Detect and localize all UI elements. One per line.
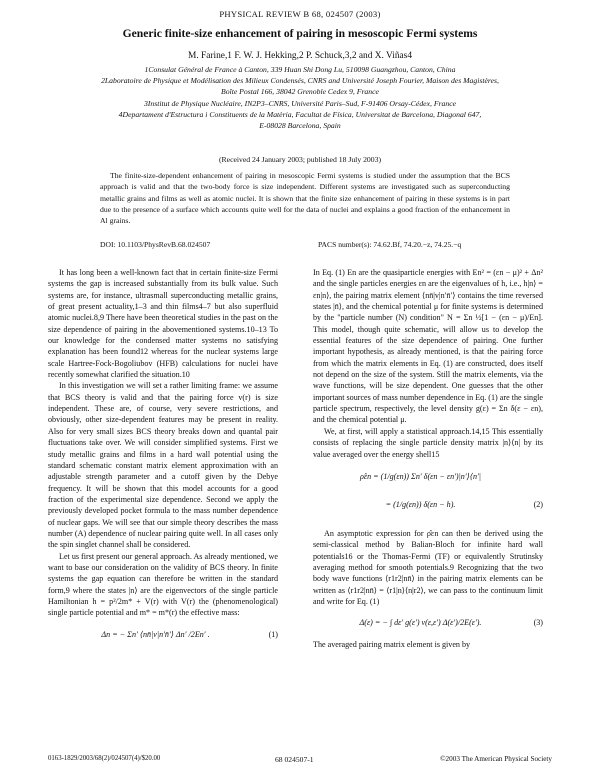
paper-title: Generic finite-size enhancement of pairing in mesoscopic Fermi systems bbox=[122, 27, 478, 40]
equation-body-line2: = (1/g(εn)) δ(εn − h). bbox=[385, 499, 456, 509]
equation-body: ρ̂εn = (1/g(εn)) Σn′ δ(εn − εn′)|n′⟩⟨n′| bbox=[360, 471, 481, 481]
affiliation-line: 4Departament d'Estructura i Constituents de la Matèria, Facultat de Física, Universitat de Barcelona, Diagonal 647, bbox=[118, 109, 482, 119]
affiliation-line: E-08028 Barcelona, Spain bbox=[259, 121, 341, 131]
left-column bbox=[48, 267, 278, 651]
footer-issn: 0163-1829/2003/68(2)/024507(4)/$20.00 bbox=[48, 755, 161, 762]
affiliation-line: 1Consulat Général de France à Canton, 339 Huan Shi Dong Lu, 510098 Guangzhou, Canton, China bbox=[144, 65, 456, 74]
equation-1 bbox=[48, 624, 278, 646]
body-paragraph: It has long been a well-known fact that in certain finite-size Fermi systems the gap is increased substantially from its bulk value. Such systems are, for instance, ultrasmall superconducting metallic grains, of great present actuality,1–3 and thin films4–7 but also superfluid atomic nuclei.8,9 There have been theoretical studies in the past on the size dependence of pairing in the abovementioned systems.10–13 To our knowledge for the condensed matter systems no satisfying explanation has been found12 whereas for the nuclear systems large scale Hartree-Fock-Bogoliubov (HFB) calculations for nuclei have recently somewhat clarified the situation.10 bbox=[48, 268, 278, 380]
footer-copyright: ©2003 The American Physical Society bbox=[440, 755, 552, 763]
body-paragraph: An asymptotic expression for ρ̂εn can then be derived using the semi-classical method by Balian-Bloch for infinite hard wall potentials16 or the Thomas-Fermi (TF) or equivalently Strutinsky averaging method for smooth potentials.9 Recognizing that the two body wave functions ⟨r1r2|nn̄⟩ in the pairing matrix elements can be written as ⟨r1r2|nn̄⟩ = ⟨r1|n⟩⟨n|r2⟩, we can pass to the continuum limit and write for Eq. (1) bbox=[313, 528, 543, 606]
footer-page-number: 68 024507-1 bbox=[275, 755, 314, 764]
affiliations bbox=[50, 64, 550, 131]
right-column bbox=[313, 267, 543, 651]
body-paragraph: The averaged pairing matrix element is given by bbox=[313, 640, 471, 650]
received-dates: (Received 24 January 2003; published 18 July 2003) bbox=[218, 155, 382, 164]
author-list: M. Farine,1 F. W. J. Hekking,2 P. Schuck,3,2 and X. Viñas4 bbox=[187, 51, 413, 61]
equation-body: Δn = − Σn′ ⟨nn̄|v|n′n̄′⟩ Δn′ /2En′ . bbox=[101, 629, 210, 639]
equation-number: (3) bbox=[533, 618, 543, 628]
body-paragraph: In Eq. (1) En are the quasiparticle energies with En² = (εn − μ)² + Δn² and the single particles energies εn are the eigenvalues of h, i.e., h|n⟩ = εn|n⟩, the pairing matrix element ⟨nn̄|v|n′n̄′⟩ contains the time reversed states |n̄⟩, and the chemical potential μ for finite systems is determined by the "particle number (N) condition" N = Σn ½[1 − (εn − μ)/En]. This model, though quite schematic, will allow us to develop the essential features of the size dependence of pairing. One further important hypothesis, as already mentioned, is that the pairing force from which the matrix elements in Eq. (1) are constructed, does itself not depend on the size of the system. Still the matrix elements, via the wave functions, will be size dependent. One guesses that the other important sources of mass number dependence in Eq. (1) are the single particle spectrum, respectively, the level density g(ε) = Σn δ(ε − εn), and the chemical potential μ. bbox=[313, 268, 543, 425]
equation-2 bbox=[313, 465, 543, 523]
equation-3 bbox=[313, 612, 543, 634]
affiliation-line: Boîte Postal 166, 38042 Grenoble Cedex 9, France bbox=[221, 87, 379, 97]
doi-link[interactable]: DOI: 10.1103/PhysRevB.68.024507 bbox=[100, 240, 211, 249]
body-paragraph: Let us first present our general approach. As already mentioned, we want to base our consideration on the validity of BCS theory. In finite systems the gap equation can therefore be written in the standard form,9 where the states |n⟩ are the eigenvectors of the single particle Hamiltonian h = p²/2m* + V(r) with V(r) the (phenomenological) single particle potential and m* = m*(r) the effective mass: bbox=[48, 551, 278, 618]
affiliation-line: 3Institut de Physique Nucléaire, IN2P3–CNRS, Université Paris–Sud, F-91406 Orsay-Cédex, France bbox=[143, 98, 457, 108]
pacs-numbers: PACS number(s): 74.62.Bf, 74.20.−z, 74.25.−q bbox=[318, 240, 462, 249]
abstract: The finite-size-dependent enhancement of pairing in mesoscopic Fermi systems is studied under the assumption that the BCS approach is valid and that the two-body force is size independent. Different systems are investigated such as superconducting metallic grains and films as well as atomic nuclei. It is shown that the finite size enhancement of pairing in these systems is in part due to the presence of a surface which accounts quite well for the data of nuclei and explains a good fraction of the enhancement in Al grains. bbox=[100, 171, 510, 226]
affiliation-line: 2Laboratoire de Physique et Modélisation des Milieux Condensés, CNRS and Université Joseph Fourier, Maison des Magistères, bbox=[101, 76, 499, 86]
body-paragraph: We, at first, will apply a statistical approach.14,15 This essentially consists of replacing the single particle density matrix |n⟩⟨n| by its value averaged over the energy shell15 bbox=[313, 426, 543, 459]
body-paragraph: In this investigation we will set a rather limiting frame: we assume that BCS theory is valid and that the pairing force v(r) is size independent. These are, of course, very severe restrictions, and obviously, other size-dependent features may be present in reality. Also for very small sizes BCS theory breaks down and quantal pair fluctuations take over. We will consider simplified systems. First we study metallic grains and films in a hard wall potential using the standard schematic constant matrix element approximation with an adjustable strength parameter and a cutoff given by the Debye frequency. It will be shown that this model accounts for a good fraction of the experimental size dependence. Second we apply the previously developed pocket formula to the mass number dependence of nuclear gaps. We will see that our simple theory describes the mass number (A) dependence of nuclear pairing quite well. In all cases only the spin singlet channel shall be considered. bbox=[48, 381, 278, 550]
equation-number: (2) bbox=[533, 499, 543, 509]
equation-number: (1) bbox=[268, 629, 278, 639]
journal-header: PHYSICAL REVIEW B 68, 024507 (2003) bbox=[219, 9, 381, 19]
equation-body: Δ(ε) = − ∫ dε′ g(ε′) v(ε,ε′) Δ(ε′)/2E(ε′). bbox=[359, 618, 482, 628]
